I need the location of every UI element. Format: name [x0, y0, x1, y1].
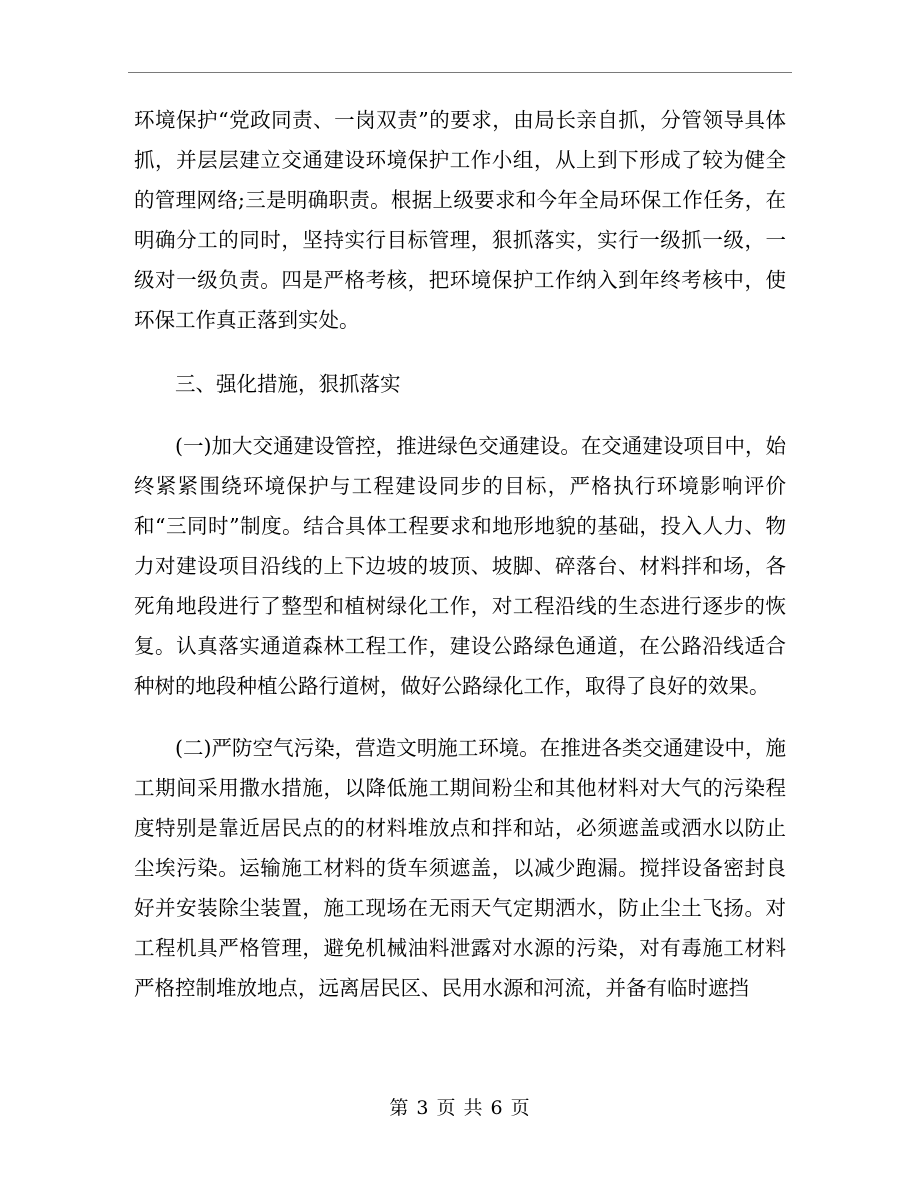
section-heading: 三、强化措施，狠抓落实	[175, 372, 401, 396]
page-number-footer: 第 3 页 共 6 页	[389, 1097, 531, 1119]
document-body	[134, 100, 786, 1008]
paragraph-continuation: 环境保护“党政同责、一岗双责”的要求，由局长亲自抓，分管领导具体抓，并层层建立交通建设环境保护工作小组，从上到下形成了较为健全的管理网络;三是明确职责。根据上级要求和今年全局环保工作任务，在明确分工的同时，坚持实行目标管理，狠抓落实，实行一级抓一级，一级对一级负责。四是严格考核，把环境保护工作纳入到年终考核中，使环保工作真正落到实处。	[134, 108, 786, 332]
paragraph-green-transport: (一)加大交通建设管控，推进绿色交通建设。在交通建设项目中，始终紧紧围绕环境保护与工程建设同步的目标，严格执行环境影响评价和“三同时”制度。结合具体工程要求和地形地貌的基础，投入人力、物力对建设项目沿线的上下边坡的坡顶、坡脚、碎落台、材料拌和场，各死角地段进行了整型和植树绿化工作，对工程沿线的生态进行逐步的恢复。认真落实通道森林工程工作，建设公路绿色通道，在公路沿线适合种树的地段种植公路行道树，做好公路绿化工作，取得了良好的效果。	[134, 434, 786, 698]
header-divider	[128, 72, 792, 73]
paragraph-air-pollution: (二)严防空气污染，营造文明施工环境。在推进各类交通建设中，施工期间采用撒水措施，以降低施工期间粉尘和其他材料对大气的污染程度特别是靠近居民点的的材料堆放点和拌和站，必须遮盖或洒水以防止尘埃污染。运输施工材料的货车须遮盖，以减少跑漏。搅拌设备密封良好并安装除尘装置，施工现场在无雨天气定期洒水，防止尘土飞扬。对工程机具严格管理，避免机械油料泄露对水源的污染，对有毒施工材料严格控制堆放地点，远离居民区、民用水源和河流，并备有临时遮挡	[134, 736, 786, 1000]
